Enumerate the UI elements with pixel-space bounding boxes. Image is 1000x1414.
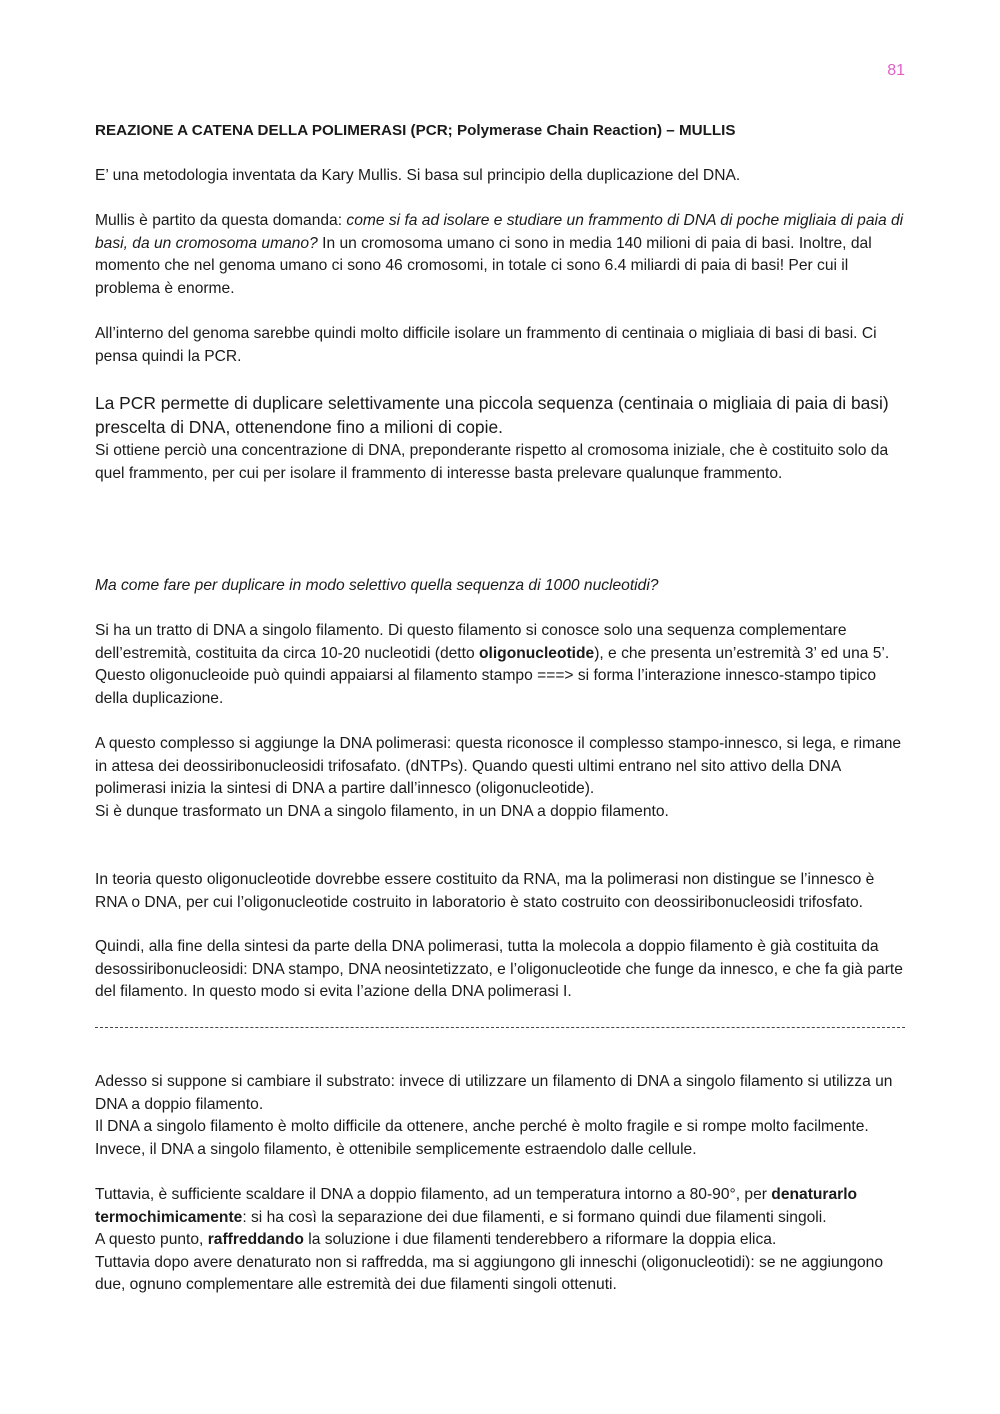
paragraph-genome: All’interno del genoma sarebbe quindi molto difficile isolare un frammento di centinaia o migliaia di basi di basi. Ci pensa quindi la PCR.	[95, 325, 877, 365]
paragraph-intro: E’ una metodologia inventata da Kary Mullis. Si basa sul principio della duplicazione del DNA.	[95, 167, 741, 184]
paragraph-rna-primer: In teoria questo oligonucleotide dovrebbe essere costituito da RNA, ma la polimerasi non distingue se l’innesco è RNA o DNA, per cui l’oligonucleotide costruito in laboratorio è stato costruito con deossiribonucleosidi trifosfato.	[95, 871, 875, 911]
paragraph-polymerase: A questo complesso si aggiunge la DNA polimerasi: questa riconosce il complesso stampo-innesco, si lega, e rimane in attesa dei deossiribonucleosidi trifosafato. (dNTPs). Quando questi ultimi entrano nel sito attivo della DNA polimerasi inizia la sintesi di DNA a partire dall’innesco (oligonucleotide).	[95, 735, 902, 798]
text-part: A questo punto,	[95, 1231, 208, 1249]
paragraph-denaturation	[95, 1184, 910, 1297]
paragraph-pcr-concentration: Si ottiene perciò una concentrazione di DNA, preponderante rispetto al cromosoma iniziale, che è costituito solo da quel frammento, per cui per isolare il frammento di interesse basta prelevare qualunque frammento.	[95, 442, 889, 482]
text-part: ), e che presenta un’estremità 3’ ed una 5’. Questo oligonucleoide può quindi appaiarsi al filamento stampo ===> si forma l’interazione innesco-stampo tipico della duplicazione.	[95, 644, 890, 707]
paragraph-oligonucleotide	[95, 620, 910, 710]
paragraph-substrate: Adesso si suppone si cambiare il substrato: invece di utilizzare un filamento di DNA a singolo filamento si utilizza un DNA a doppio filamento.	[95, 1073, 893, 1113]
text-question: come si fa ad isolare e studiare un frammento di DNA di poche migliaia di paia di basi, da un cromosoma umano?	[95, 212, 904, 252]
text-question-selective: Ma come fare per duplicare in modo selettivo quella sequenza di 1000 nucleotidi?	[95, 577, 659, 594]
term-cooling: raffreddando	[207, 1231, 304, 1249]
text-part: Tuttavia, è sufficiente scaldare il DNA a doppio filamento, ad un temperatura intorno a 80-90°, per	[95, 1186, 772, 1203]
term-denaturation: denaturarlo termochimicamente	[95, 1186, 858, 1226]
section-title: REAZIONE A CATENA DELLA POLIMERASI (PCR; Polymerase Chain Reaction) – MULLIS	[95, 122, 736, 139]
paragraph-double-strand: Si è dunque trasformato un DNA a singolo filamento, in un DNA a doppio filamento.	[95, 803, 669, 820]
page-number: 81	[887, 62, 905, 79]
paragraph-mullis-question	[95, 210, 910, 300]
text-rest: In un cromosoma umano ci sono in media 140 milioni di paia di basi. Inoltre, dal momento che nel genoma umano ci sono 46 cromosomi, in totale ci sono 6.4 miliardi di paia di basi! Per cui il problema è enorme.	[95, 234, 872, 297]
paragraph-selective-question	[95, 575, 910, 598]
text-part: la soluzione i due filamenti tenderebbero a riformare la doppia elica.	[303, 1231, 777, 1249]
text-part: Tuttavia dopo avere denaturato non si raffredda, ma si aggiungono gli inneschi (oligonucleotidi): se ne aggiungono due, ognuno complementare alle estremità dei due filamenti singoli ottenuti.	[95, 1253, 884, 1294]
paragraph-pcr-definition: La PCR permette di duplicare selettivamente una piccola sequenza (centinaia o migliaia di paia di basi) prescelta di DNA, ottenendone fino a milioni di copie.	[95, 393, 889, 437]
dashed-divider	[95, 1027, 905, 1028]
text-lead: Mullis è partito da questa domanda:	[95, 212, 347, 229]
paragraph-synthesis-end: Quindi, alla fine della sintesi da parte della DNA polimerasi, tutta la molecola a doppio filamento è già costituita da desossiribonucleosidi: DNA stampo, DNA neosintetizzato, e l’oligonucleotide che funge da innesco, e che fa già parte del filamento. In questo modo si evita l’azione della DNA polimerasi I.	[95, 938, 903, 1001]
text-part: : si ha così la separazione dei due filamenti, e si formano quindi due filamenti singoli.	[242, 1208, 827, 1226]
paragraph-single-strand: Il DNA a singolo filamento è molto difficile da ottenere, anche perché è molto fragile e si rompe molto facilmente. Invece, il DNA a singolo filamento, è ottenibile semplicemente estraendolo dalle cellule.	[95, 1118, 869, 1158]
text-part: Si ha un tratto di DNA a singolo filamento. Di questo filamento si conosce solo una sequenza complementare dell’estremità, costituita da circa 10-20 nucleotidi (detto	[95, 622, 847, 662]
term-oligonucleotide: oligonucleotide	[478, 644, 595, 662]
